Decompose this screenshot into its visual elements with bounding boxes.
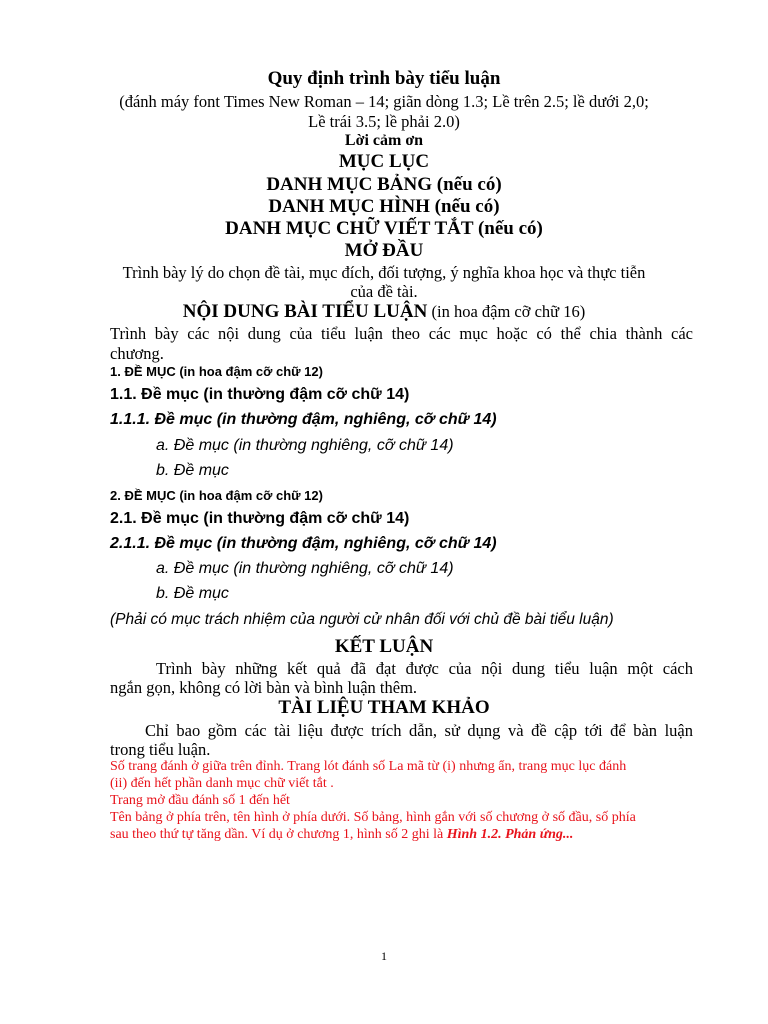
section-2-level-2-heading: 2.1. Đề mục (in thường đậm cỡ chữ 14) <box>110 510 410 527</box>
heading-mo-dau: MỞ ĐẦU <box>344 240 424 261</box>
section-2-level-4a-heading: a. Đề mục (in thường nghiêng, cỡ chữ 14) <box>156 560 454 577</box>
red-note-line-1: Số trang đánh ở giữa trên đỉnh. Trang lót đánh số La mã từ (i) nhưng ẩn, trang mục lục đánh <box>110 759 627 774</box>
section-2-level-4b-heading: b. Đề mục <box>156 585 229 602</box>
red-note-figure-example: Hình 1.2. Phản ứng... <box>446 827 574 842</box>
page-number: 1 <box>381 949 387 963</box>
noi-dung-heading-text: NỘI DUNG BÀI TIỂU LUẬN <box>182 301 428 322</box>
section-2-level-3-heading: 2.1.1. Đề mục (in thường đậm, nghiêng, cỡ chữ 14) <box>110 535 497 552</box>
heading-danh-muc-hinh: DANH MỤC HÌNH (nếu có) <box>268 196 500 217</box>
heading-ket-luan: KẾT LUẬN <box>334 636 434 657</box>
section-1-level-3-heading: 1.1.1. Đề mục (in thường đậm, nghiêng, cỡ chữ 14) <box>110 411 497 428</box>
section-1-level-4a-heading: a. Đề mục (in thường nghiêng, cỡ chữ 14) <box>156 437 454 454</box>
heading-noi-dung <box>0 301 768 323</box>
tai-lieu-text-line-2: trong tiểu luận. <box>110 740 211 759</box>
noi-dung-heading-note: (in hoa đậm cỡ chữ 16) <box>427 302 586 321</box>
format-spec-line-2: Lề trái 3.5; lề phải 2.0) <box>308 112 460 131</box>
red-note-line-3: Trang mở đầu đánh số 1 đến hết <box>110 793 290 808</box>
tai-lieu-text-line-1: Chỉ bao gồm các tài liệu được trích dẫn, sử dụng và đề cập tới để bàn luận <box>145 721 693 740</box>
section-1-level-1-heading: 1. ĐỀ MỤC (in hoa đậm cỡ chữ 12) <box>110 364 323 379</box>
mo-dau-text-line-1: Trình bày lý do chọn đề tài, mục đích, đối tượng, ý nghĩa khoa học và thực tiễn <box>122 263 646 282</box>
section-1-level-2-heading: 1.1. Đề mục (in thường đậm cỡ chữ 14) <box>110 386 410 403</box>
section-2-level-1-heading: 2. ĐỀ MỤC (in hoa đậm cỡ chữ 12) <box>110 488 323 503</box>
section-1-level-4b-heading: b. Đề mục <box>156 462 229 479</box>
heading-muc-luc: MỤC LỤC <box>338 151 430 172</box>
red-note-line-5-prefix: sau theo thứ tự tăng dần. Ví dụ ở chương 1, hình số 2 ghi là <box>110 827 447 842</box>
red-note-line-5 <box>110 827 573 843</box>
red-note-line-2: (ii) đến hết phần danh mục chữ viết tắt . <box>110 776 334 791</box>
noi-dung-text-line-1: Trình bày các nội dung của tiểu luận theo các mục hoặc có thể chia thành các <box>110 324 693 343</box>
heading-danh-muc-chu-viet-tat: DANH MỤC CHỮ VIẾT TẮT (nếu có) <box>225 218 543 239</box>
heading-tai-lieu-tham-khao: TÀI LIỆU THAM KHẢO <box>278 697 490 718</box>
noi-dung-text-line-2: chương. <box>110 344 164 363</box>
ket-luan-text-line-1: Trình bày những kết quả đã đạt được của nội dung tiểu luận một cách <box>156 659 693 678</box>
heading-loi-cam-on: Lời cảm ơn <box>344 132 424 149</box>
red-note-line-4: Tên bảng ở phía trên, tên hình ở phía dưới. Số bảng, hình gắn với số chương ở số đầu, số phía <box>110 810 636 825</box>
ket-luan-text-line-2: ngắn gọn, không có lời bàn và bình luận thêm. <box>110 678 418 697</box>
document-title: Quy định trình bày tiểu luận <box>267 68 501 89</box>
responsibility-note: (Phải có mục trách nhiệm của người cử nhân đối với chủ đề bài tiểu luận) <box>110 611 614 628</box>
mo-dau-text-line-2: của đề tài. <box>350 282 418 301</box>
heading-danh-muc-bang: DANH MỤC BẢNG (nếu có) <box>266 174 502 195</box>
format-spec-line-1: (đánh máy font Times New Roman – 14; giãn dòng 1.3; Lề trên 2.5; lề dưới 2,0; <box>119 92 649 111</box>
